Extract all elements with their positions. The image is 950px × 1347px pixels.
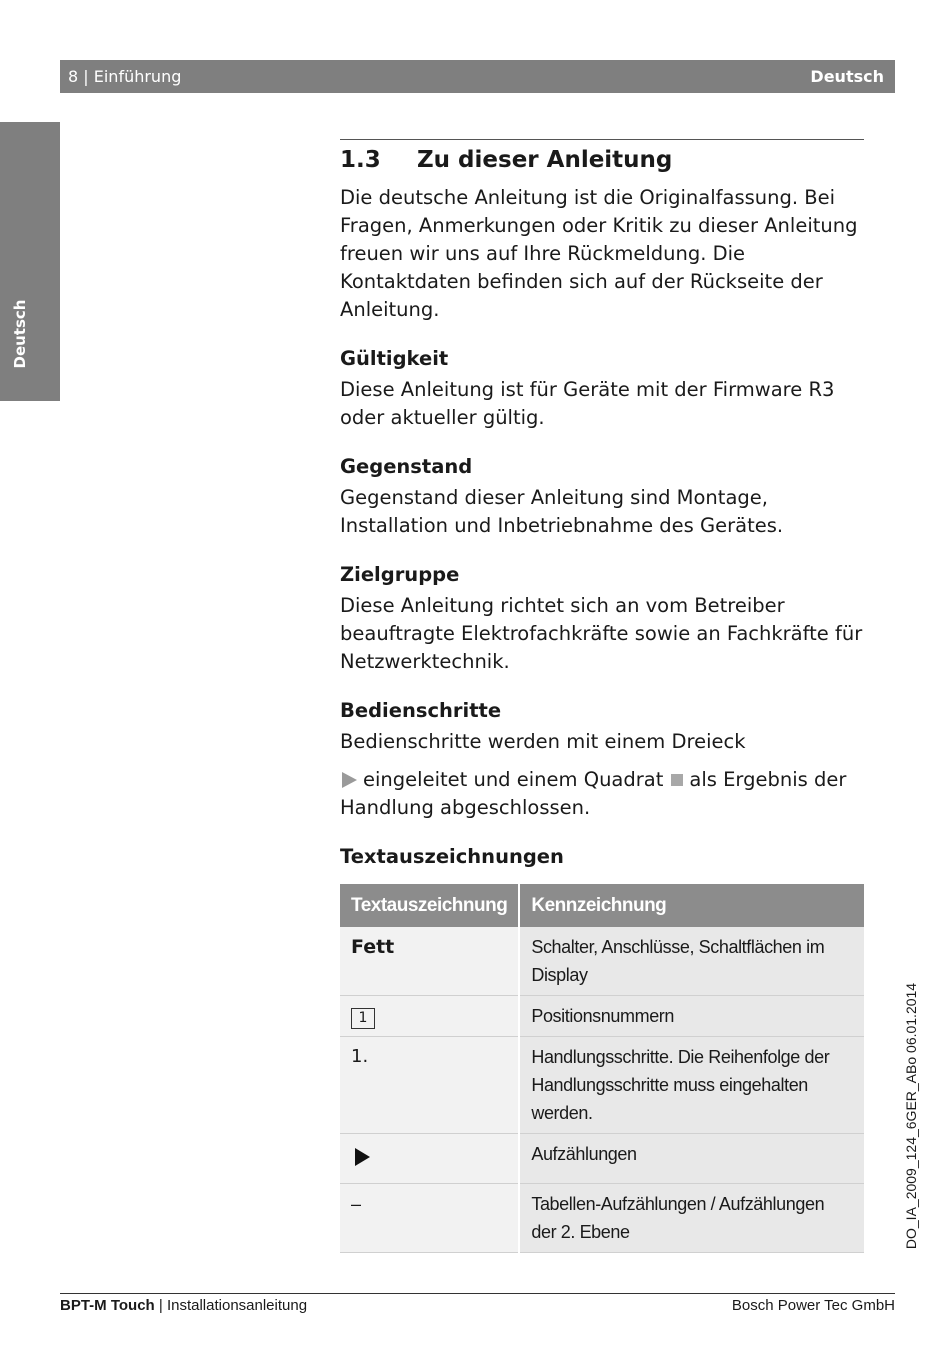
section-number: 1.3: [340, 147, 381, 173]
intro-paragraph: Die deutsche Anleitung ist die Originalfassung. Bei Fragen, Anmerkungen oder Kritik zu dieser Anleitung freuen wir uns auf Ihre Rückmeldung. Die Kontaktdaten befinden sich auf der Rückseite der Anleitung.: [340, 186, 858, 321]
subsection-text-subject: Gegenstand dieser Anleitung sind Montage, Installation und Inbetriebnahme des Gerätes.: [340, 486, 784, 537]
table-cell-meaning: Aufzählungen: [519, 1134, 864, 1184]
steps-line-3: Handlung abgeschlossen.: [340, 796, 591, 819]
table-cell-mark: [340, 1134, 519, 1184]
page-header: [60, 60, 895, 93]
subsection-text-audience: Diese Anleitung richtet sich an vom Betreiber beauftragte Elektrofachkräfte sowie an Fachkräfte für Netzwerktechnik.: [340, 594, 863, 673]
table-cell-mark: Fett: [340, 927, 519, 996]
footer-company: Bosch Power Tec GmbH: [731, 1297, 895, 1314]
table-cell-mark: [340, 996, 519, 1037]
table-cell-meaning: Handlungsschritte. Die Reihenfolge der Handlungsschritte muss eingehalten werden.: [519, 1037, 864, 1134]
steps-line-2a: eingeleitet und einem Quadrat: [363, 768, 664, 791]
footer-left: [60, 1297, 307, 1314]
page-footer: [60, 1297, 895, 1314]
table-row: [340, 927, 864, 996]
header-section-label: 8 | Einführung: [68, 67, 182, 86]
subsection-title-audience: Zielgruppe: [340, 563, 460, 586]
section-rule: [340, 139, 864, 140]
subsection-text-validity: Diese Anleitung ist für Geräte mit der Firmware R3 oder aktueller gültig.: [340, 378, 835, 429]
section-title: Zu dieser Anleitung: [417, 147, 673, 173]
steps-line-2b: als Ergebnis der: [689, 768, 847, 791]
table-cell-meaning: Schalter, Anschlüsse, Schaltflächen im Display: [519, 927, 864, 996]
step-triangle-icon: [342, 772, 357, 788]
main-content: [340, 139, 864, 1253]
result-square-icon: [671, 774, 683, 786]
steps-line-1: Bedienschritte werden mit einem Dreieck: [340, 730, 746, 753]
table-header-mark: Textauszeichnung: [340, 884, 519, 927]
steps-line-2: [340, 766, 864, 822]
side-tab-label: Deutsch: [11, 299, 29, 369]
table-cell-mark: –: [340, 1184, 519, 1253]
subsection-title-validity: Gültigkeit: [340, 347, 449, 370]
language-side-tab: [0, 122, 60, 401]
subsection-title-subject: Gegenstand: [340, 455, 473, 478]
table-cell-mark: 1.: [340, 1037, 519, 1134]
steps-title: Bedienschritte: [340, 699, 502, 722]
table-header-meaning: Kennzeichnung: [519, 884, 864, 927]
footer-product: BPT-M Touch: [60, 1297, 155, 1314]
header-language: Deutsch: [810, 67, 884, 86]
bullet-triangle-icon: [355, 1148, 370, 1166]
marks-title: Textauszeichnungen: [340, 845, 564, 868]
table-cell-meaning: Positionsnummern: [519, 996, 864, 1037]
table-header-row: [340, 884, 864, 927]
table-row: [340, 1037, 864, 1134]
table-row: [340, 1134, 864, 1184]
footer-rule: [60, 1293, 895, 1294]
document-code: DO_IA_2009_124_6GER_ABo 06.01.2014: [903, 982, 919, 1250]
position-number-box: 1: [351, 1008, 375, 1029]
table-row: [340, 996, 864, 1037]
table-cell-meaning: Tabellen-Aufzählungen / Aufzählungen der 2. Ebene: [519, 1184, 864, 1253]
text-marks-table: [340, 884, 864, 1253]
table-row: [340, 1184, 864, 1253]
section-heading: [340, 146, 864, 174]
footer-doc-type: | Installationsanleitung: [154, 1297, 308, 1314]
